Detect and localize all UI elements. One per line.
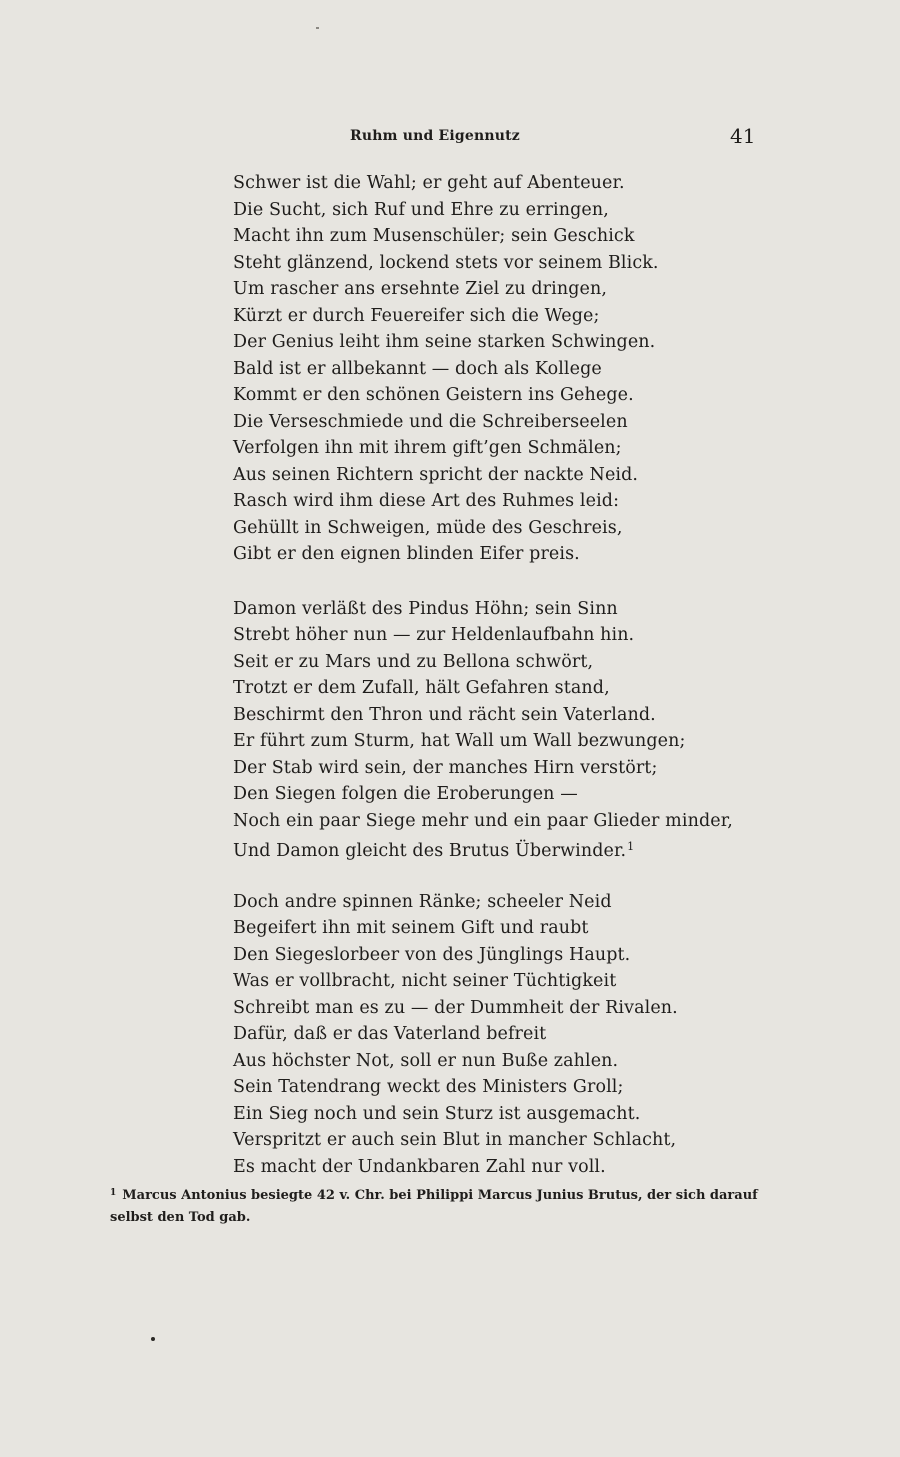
- poem-line: Aus seinen Richtern spricht der nackte Neid.: [233, 464, 639, 485]
- poem-line: Kürzt er durch Feuereifer sich die Wege;: [233, 305, 600, 326]
- stanza-2: [233, 596, 733, 861]
- poem-line: Den Siegen folgen die Eroberungen —: [233, 784, 578, 804]
- stanza-3: [233, 889, 678, 1181]
- running-title: Ruhm und Eigennutz: [350, 128, 520, 144]
- poem-line: Den Siegeslorbeer von des Jünglings Haupt.: [233, 944, 631, 965]
- poem-line: Verfolgen ihn mit ihrem gift’gen Schmälen;: [233, 438, 622, 458]
- poem-line: Gibt er den eignen blinden Eifer preis.: [233, 544, 580, 564]
- poem-line: Strebt höher nun — zur Heldenlaufbahn hin.: [233, 625, 635, 645]
- footnote-reference[interactable]: 1: [627, 840, 635, 853]
- poem-line-text: Und Damon gleicht des Brutus Überwinder.: [233, 841, 627, 861]
- poem-line: Schwer ist die Wahl; er geht auf Abenteuer.: [233, 173, 625, 193]
- poem-line: Kommt er den schönen Geistern ins Gehege.: [233, 385, 634, 405]
- poem-line: Begeifert ihn mit seinem Gift und raubt: [233, 918, 589, 938]
- ink-speck: [151, 1337, 155, 1341]
- poem-line: Beschirmt den Thron und rächt sein Vaterland.: [233, 704, 656, 725]
- poem-line: Gehüllt in Schweigen, müde des Geschreis,: [233, 517, 623, 538]
- poem-line: Der Stab wird sein, der manches Hirn verstört;: [233, 757, 658, 778]
- poem-line: Doch andre spinnen Ränke; scheeler Neid: [233, 891, 612, 912]
- poem-line: Trotzt er dem Zufall, hält Gefahren stand,: [233, 678, 610, 698]
- poem-line: Dafür, daß er das Vaterland befreit: [233, 1024, 547, 1044]
- poem-line: Sein Tatendrang weckt des Ministers Groll;: [233, 1077, 624, 1097]
- poem-line: Es macht der Undankbaren Zahl nur voll.: [233, 1156, 606, 1177]
- poem-line: Die Verseschmiede und die Schreiberseelen: [233, 411, 628, 432]
- poem-line: Macht ihn zum Musenschüler; sein Geschick: [233, 226, 635, 246]
- poem-line: Steht glänzend, lockend stets vor seinem Blick.: [233, 252, 659, 273]
- poem-line: Seit er zu Mars und zu Bellona schwört,: [233, 651, 594, 672]
- poem-line: Damon verläßt des Pindus Höhn; sein Sinn: [233, 598, 618, 619]
- poem-line: Schreibt man es zu — der Dummheit der Rivalen.: [233, 997, 678, 1018]
- paper-speck: [316, 27, 319, 29]
- poem-line: Bald ist er allbekannt — doch als Kollege: [233, 358, 602, 379]
- footnote-text: Marcus Antonius besiegte 42 v. Chr. bei Philippi Marcus Junius Brutus, der sich darauf selbst den Tod gab.: [110, 1188, 758, 1225]
- footnote-mark: 1: [110, 1188, 117, 1198]
- poem-line: Der Genius leiht ihm seine starken Schwingen.: [233, 332, 656, 352]
- stanza-1: [233, 170, 673, 568]
- poem-line: Die Sucht, sich Ruf und Ehre zu erringen,: [233, 199, 609, 220]
- poem-line: Um rascher ans ersehnte Ziel zu dringen,: [233, 279, 607, 299]
- poem-line-with-note: [233, 834, 673, 861]
- poem-line: Verspritzt er auch sein Blut in mancher Schlacht,: [233, 1130, 677, 1150]
- poem-line: Was er vollbracht, nicht seiner Tüchtigkeit: [233, 971, 617, 991]
- footnote: [110, 1182, 762, 1229]
- poem-line: Rasch wird ihm diese Art des Ruhmes leid:: [233, 491, 620, 511]
- page-number: 41: [730, 124, 756, 148]
- running-head: [0, 124, 900, 152]
- poem-line: Ein Sieg noch und sein Sturz ist ausgemacht.: [233, 1103, 641, 1124]
- poem: [233, 170, 733, 1180]
- poem-line: Aus höchster Not, soll er nun Buße zahlen.: [233, 1050, 619, 1071]
- poem-line: Er führt zum Sturm, hat Wall um Wall bezwungen;: [233, 731, 686, 751]
- poem-line: Noch ein paar Siege mehr und ein paar Glieder minder,: [233, 810, 733, 831]
